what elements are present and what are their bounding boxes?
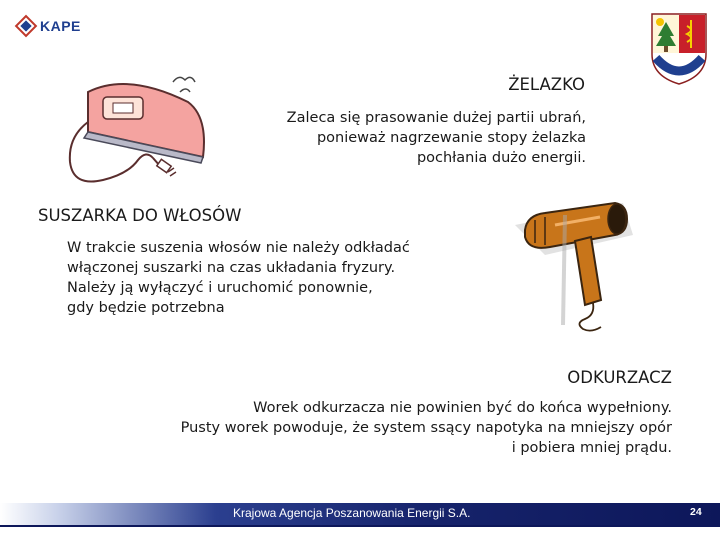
footer-divider — [0, 525, 720, 527]
suszarka-line: włączonej suszarki na czas układania fryzury. — [67, 260, 396, 276]
zelazko-line: ponieważ nagrzewanie stopy żelazka — [316, 130, 586, 146]
iron-icon — [58, 62, 228, 197]
suszarka-text — [67, 238, 497, 318]
hair-dryer-icon — [505, 195, 635, 335]
zelazko-title: ŻELAZKO — [508, 75, 585, 94]
zelazko-line: Zaleca się prasowanie dużej partii ubrań, — [286, 110, 586, 126]
zelazko-line: pochłania dużo energii. — [416, 150, 586, 166]
suszarka-line: W trakcie suszenia włosów nie należy odkładać — [67, 240, 410, 256]
zelazko-text — [230, 108, 586, 168]
odkurzacz-title: ODKURZACZ — [567, 368, 672, 387]
odkurzacz-line: Worek odkurzacza nie powinien być do końca wypełniony. — [253, 400, 672, 416]
suszarka-line: gdy będzie potrzebna — [67, 300, 225, 316]
kape-logo-text: KAPE — [40, 18, 81, 34]
odkurzacz-line: Pusty worek powoduje, że system ssący napotyka na mniejszy opór — [180, 420, 672, 436]
odkurzacz-line: i pobiera mniej prądu. — [511, 440, 672, 456]
footer-organization: Krajowa Agencja Poszanowania Energii S.A. — [233, 506, 471, 520]
coat-of-arms-icon — [648, 10, 710, 88]
page-number: 24 — [690, 506, 702, 518]
suszarka-line: Należy ją wyłączyć i uruchomić ponownie, — [67, 280, 373, 296]
odkurzacz-text — [100, 398, 672, 458]
suszarka-title: SUSZARKA DO WŁOSÓW — [38, 206, 242, 225]
